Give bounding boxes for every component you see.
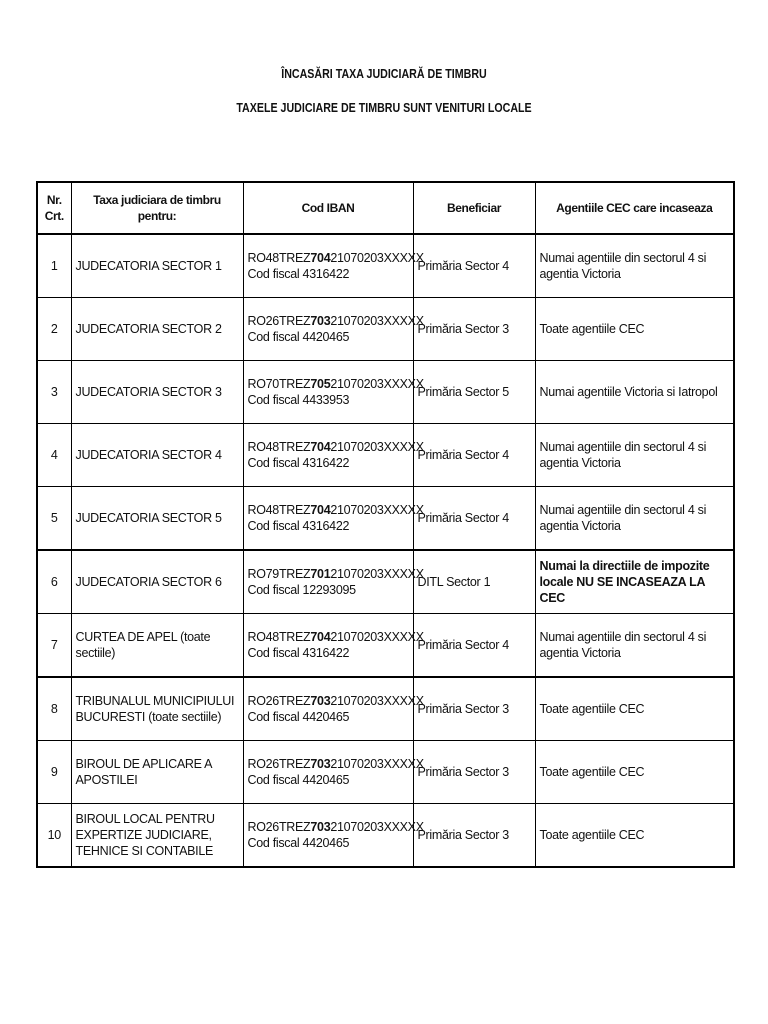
- cod-fiscal: Cod fiscal 4420465: [247, 773, 350, 787]
- cod-fiscal: Cod fiscal 12293095: [247, 583, 356, 597]
- iban-suffix: 21070203XXXXX: [330, 314, 424, 328]
- iban-prefix: RO26TREZ: [247, 820, 311, 834]
- cell-agentii: [535, 614, 734, 678]
- cec-agencies: Toate agentiile CEC: [539, 765, 645, 779]
- cell-nr: [37, 550, 71, 614]
- header-nr: Nr. Crt.: [37, 182, 71, 234]
- beneficiary: Primăria Sector 4: [417, 638, 509, 652]
- cell-taxa: [71, 804, 243, 868]
- cec-agencies: Toate agentiile CEC: [539, 828, 645, 842]
- court-name: JUDECATORIA SECTOR 5: [75, 511, 222, 525]
- cell-nr: [37, 677, 71, 741]
- cell-beneficiar: [413, 550, 535, 614]
- cell-iban: [243, 614, 424, 678]
- beneficiary: Primăria Sector 4: [417, 259, 509, 273]
- beneficiary: Primăria Sector 3: [417, 702, 509, 716]
- table-row: [37, 677, 734, 741]
- cell-taxa: [71, 234, 243, 298]
- iban-code: [247, 313, 424, 329]
- cell-iban: [243, 424, 424, 487]
- cell-iban: [243, 677, 424, 741]
- cell-nr: [37, 424, 71, 487]
- iban-prefix: RO70TREZ: [247, 377, 311, 391]
- iban-bold-part: 703: [310, 820, 331, 834]
- court-name: BIROUL LOCAL PENTRU EXPERTIZE JUDICIARE, TEHNICE SI CONTABILE: [75, 812, 215, 858]
- cell-agentii: [535, 487, 734, 551]
- cec-agencies: Numai agentiile din sectorul 4 si agentia Victoria: [539, 440, 707, 470]
- court-name: JUDECATORIA SECTOR 3: [75, 385, 222, 399]
- cec-agencies: Toate agentiile CEC: [539, 322, 645, 336]
- tax-table: [36, 181, 735, 868]
- cell-iban: [243, 550, 424, 614]
- cell-taxa: [71, 550, 243, 614]
- row-number: 9: [50, 765, 58, 779]
- cell-beneficiar: [413, 614, 535, 678]
- row-number: 7: [50, 638, 58, 652]
- table-row: [37, 361, 734, 424]
- cell-beneficiar: [413, 361, 535, 424]
- cell-agentii: [535, 550, 734, 614]
- iban-bold-part: 703: [310, 314, 331, 328]
- beneficiary: Primăria Sector 3: [417, 322, 509, 336]
- iban-bold-part: 701: [310, 567, 331, 581]
- iban-code: [247, 502, 424, 518]
- cod-fiscal: Cod fiscal 4316422: [247, 646, 350, 660]
- row-number: 5: [50, 511, 58, 525]
- iban-bold-part: 704: [310, 503, 331, 517]
- court-name: JUDECATORIA SECTOR 1: [75, 259, 222, 273]
- court-name: JUDECATORIA SECTOR 2: [75, 322, 222, 336]
- table-row: [37, 550, 734, 614]
- iban-prefix: RO48TREZ: [247, 440, 311, 454]
- beneficiary: Primăria Sector 3: [417, 765, 509, 779]
- table-row: [37, 298, 734, 361]
- cell-beneficiar: [413, 677, 535, 741]
- row-number: 6: [50, 575, 58, 589]
- iban-prefix: RO26TREZ: [247, 757, 311, 771]
- row-number: 4: [50, 448, 58, 462]
- beneficiary: Primăria Sector 4: [417, 448, 509, 462]
- iban-bold-part: 703: [310, 757, 331, 771]
- table-row: [37, 424, 734, 487]
- table-row: [37, 804, 734, 868]
- beneficiary: Primăria Sector 3: [417, 828, 509, 842]
- table-row: [37, 741, 734, 804]
- iban-bold-part: 703: [310, 694, 331, 708]
- cell-taxa: [71, 614, 243, 678]
- iban-suffix: 21070203XXXXX: [330, 503, 424, 517]
- cell-agentii: [535, 361, 734, 424]
- cell-nr: [37, 614, 71, 678]
- table-header-row: [37, 182, 734, 234]
- iban-code: [247, 693, 424, 709]
- cell-nr: [37, 298, 71, 361]
- beneficiary: DITL Sector 1: [417, 575, 491, 589]
- cell-iban: [243, 741, 424, 804]
- cell-beneficiar: [413, 487, 535, 551]
- cell-taxa: [71, 424, 243, 487]
- cod-fiscal: Cod fiscal 4420465: [247, 330, 350, 344]
- beneficiary: Primăria Sector 4: [417, 511, 509, 525]
- iban-code: [247, 376, 424, 392]
- cell-agentii: [535, 677, 734, 741]
- cec-agencies: Toate agentiile CEC: [539, 702, 645, 716]
- header-iban: Cod IBAN: [243, 182, 413, 234]
- court-note: (toate sectiile): [148, 710, 222, 724]
- cod-fiscal: Cod fiscal 4420465: [247, 836, 350, 850]
- iban-code: [247, 819, 424, 835]
- court-name: JUDECATORIA SECTOR 6: [75, 575, 222, 589]
- cell-taxa: [71, 677, 243, 741]
- iban-suffix: 21070203XXXXX: [330, 567, 424, 581]
- iban-bold-part: 705: [310, 377, 331, 391]
- cell-agentii: [535, 424, 734, 487]
- cell-iban: [243, 298, 424, 361]
- court-name: BIROUL DE APLICARE A APOSTILEI: [75, 757, 212, 787]
- row-number: 3: [50, 385, 58, 399]
- cell-iban: [243, 361, 424, 424]
- iban-bold-part: 704: [310, 251, 331, 265]
- document-subtitle: TAXELE JUDICIARE DE TIMBRU SUNT VENITURI LOCALE: [236, 100, 532, 115]
- iban-prefix: RO26TREZ: [247, 314, 311, 328]
- court-name: JUDECATORIA SECTOR 4: [75, 448, 222, 462]
- iban-code: [247, 566, 424, 582]
- header-agentii: Agentiile CEC care incaseaza: [535, 182, 734, 234]
- cell-iban: [243, 234, 424, 298]
- cec-agencies: Numai la directiile de impozite locale NU SE INCASEAZA LA CEC: [539, 559, 710, 605]
- cell-iban: [243, 804, 424, 868]
- cell-taxa: [71, 361, 243, 424]
- cod-fiscal: Cod fiscal 4316422: [247, 456, 350, 470]
- table-row: [37, 487, 734, 551]
- iban-suffix: 21070203XXXXX: [330, 251, 424, 265]
- cell-beneficiar: [413, 424, 535, 487]
- table-row: [37, 234, 734, 298]
- row-number: 1: [50, 259, 58, 273]
- document-title: ÎNCASĂRI TAXA JUDICIARĂ DE TIMBRU: [281, 66, 487, 81]
- iban-prefix: RO48TREZ: [247, 630, 311, 644]
- iban-suffix: 21070203XXXXX: [330, 377, 424, 391]
- cec-agencies: Numai agentiile din sectorul 4 si agentia Victoria: [539, 630, 707, 660]
- iban-suffix: 21070203XXXXX: [330, 440, 424, 454]
- beneficiary: Primăria Sector 5: [417, 385, 509, 399]
- cell-nr: [37, 234, 71, 298]
- cell-agentii: [535, 741, 734, 804]
- cell-beneficiar: [413, 298, 535, 361]
- cell-taxa: [71, 741, 243, 804]
- cell-taxa: [71, 298, 243, 361]
- cell-beneficiar: [413, 804, 535, 868]
- iban-prefix: RO79TREZ: [247, 567, 311, 581]
- iban-suffix: 21070203XXXXX: [330, 820, 424, 834]
- header-taxa: Taxa judiciara de timbru pentru:: [71, 182, 243, 234]
- iban-code: [247, 250, 424, 266]
- iban-bold-part: 704: [310, 440, 331, 454]
- iban-prefix: RO48TREZ: [247, 251, 311, 265]
- cell-nr: [37, 361, 71, 424]
- cec-agencies: Numai agentiile din sectorul 4 si agentia Victoria: [539, 503, 707, 533]
- iban-prefix: RO48TREZ: [247, 503, 311, 517]
- header-beneficiar: Beneficiar: [413, 182, 535, 234]
- cod-fiscal: Cod fiscal 4316422: [247, 519, 350, 533]
- cell-nr: [37, 741, 71, 804]
- cell-beneficiar: [413, 741, 535, 804]
- row-number: 8: [50, 702, 58, 716]
- iban-bold-part: 704: [310, 630, 331, 644]
- court-note: (toate sectiile): [75, 630, 211, 660]
- cell-iban: [243, 487, 424, 551]
- iban-code: [247, 439, 424, 455]
- iban-suffix: 21070203XXXXX: [330, 630, 424, 644]
- cell-nr: [37, 804, 71, 868]
- iban-code: [247, 629, 424, 645]
- cell-beneficiar: [413, 234, 535, 298]
- iban-suffix: 21070203XXXXX: [330, 694, 424, 708]
- table-row: [37, 614, 734, 678]
- cell-nr: [37, 487, 71, 551]
- iban-code: [247, 756, 424, 772]
- court-name: CURTEA DE APEL: [75, 630, 177, 644]
- row-number: 10: [47, 828, 61, 842]
- cod-fiscal: Cod fiscal 4316422: [247, 267, 350, 281]
- iban-suffix: 21070203XXXXX: [330, 757, 424, 771]
- row-number: 2: [50, 322, 58, 336]
- cec-agencies: Numai agentiile Victoria si Iatropol: [539, 385, 718, 399]
- cell-agentii: [535, 804, 734, 868]
- cell-taxa: [71, 487, 243, 551]
- cec-agencies: Numai agentiile din sectorul 4 si agentia Victoria: [539, 251, 707, 281]
- iban-prefix: RO26TREZ: [247, 694, 311, 708]
- court-name: TRIBUNALUL MUNICIPIULUI BUCURESTI: [75, 694, 235, 724]
- cell-agentii: [535, 234, 734, 298]
- cell-agentii: [535, 298, 734, 361]
- cod-fiscal: Cod fiscal 4420465: [247, 710, 350, 724]
- cod-fiscal: Cod fiscal 4433953: [247, 393, 350, 407]
